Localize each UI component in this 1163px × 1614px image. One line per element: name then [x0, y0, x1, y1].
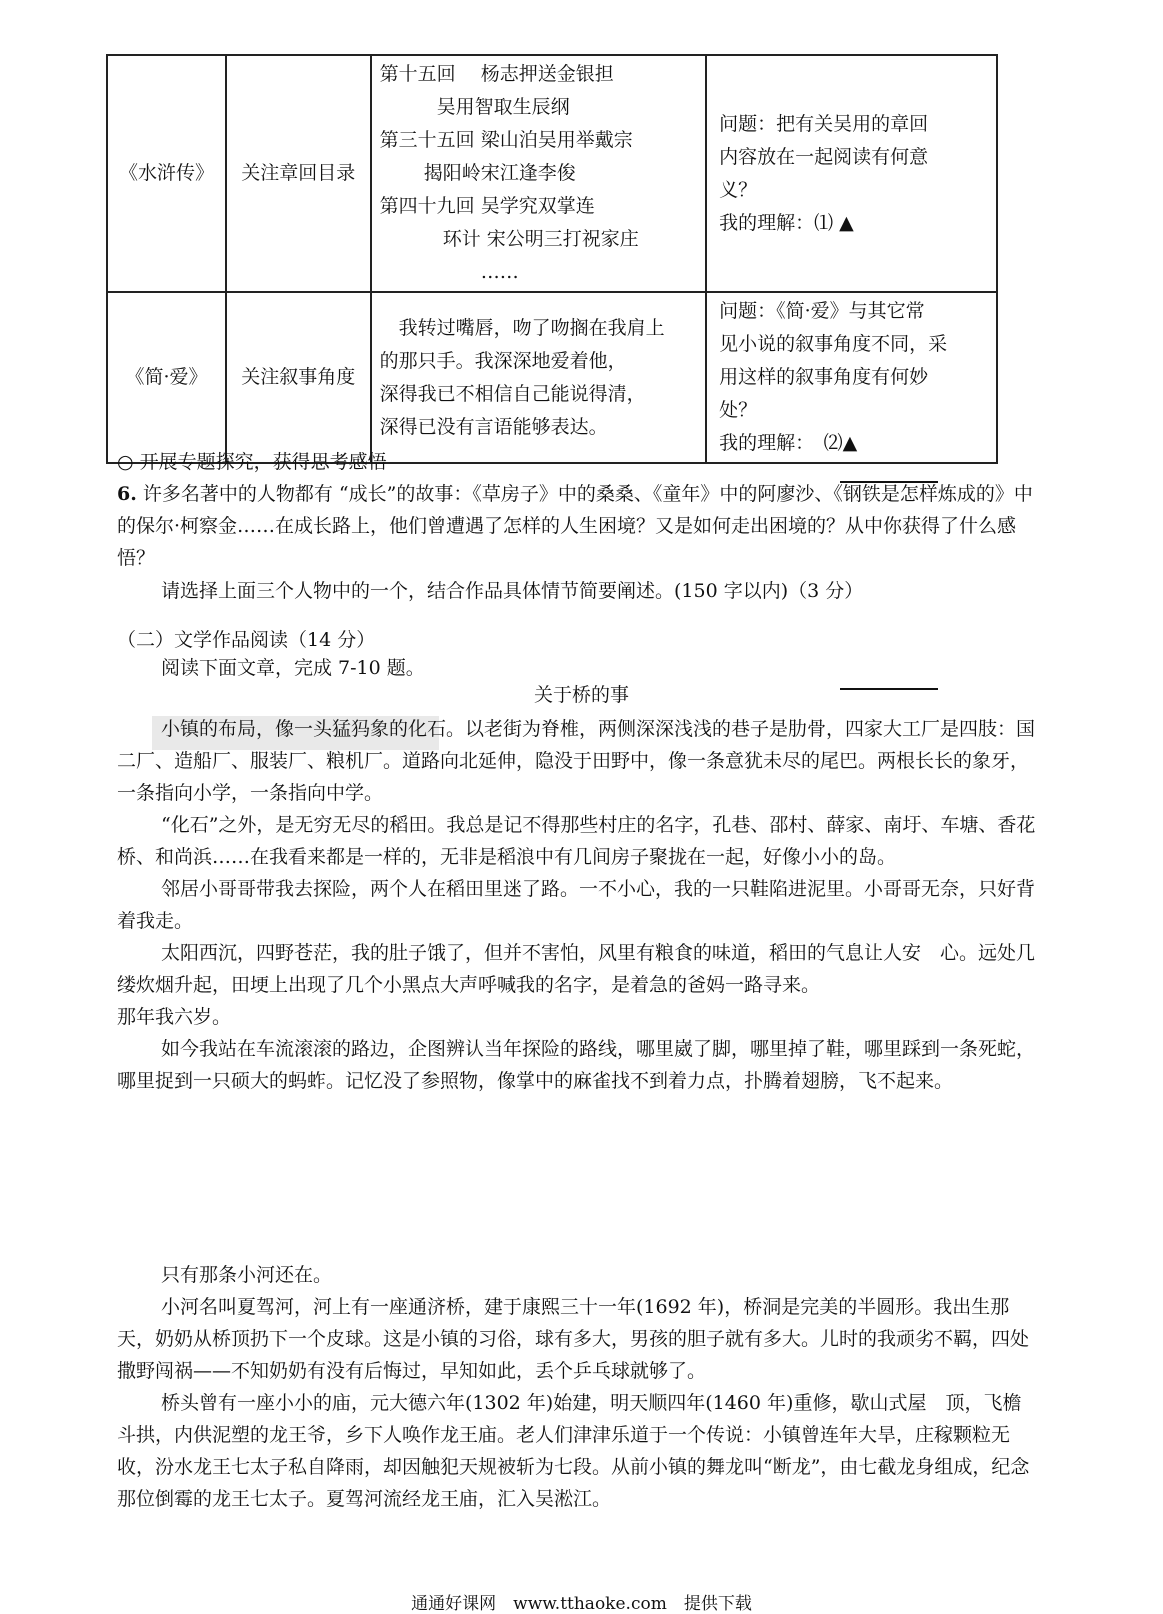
article-paragraph: 如今我站在车流滚滚的路边，企图辨认当年探险的路线，哪里崴了脚，哪里掉了鞋，哪里踩到一条死蛇，哪里捉到一只硕大的蚂蚱。记忆没了参照物，像掌中的麻雀找不到着力点，扑腾着翅膀，飞不起来。: [117, 1038, 1036, 1092]
table-row: [107, 292, 997, 463]
question-line: 内容放在一起阅读有何意: [719, 145, 929, 168]
question-line: 问题：把有关吴用的章回: [719, 112, 929, 135]
question-6: [117, 478, 1039, 574]
content-line: 我转过嘴唇，吻了吻搁在我肩上: [379, 316, 665, 339]
content-line: ……: [379, 261, 519, 283]
article-paragraph: “化石”之外，是无穷无尽的稻田。我总是记不得那些村庄的名字，孔巷、邵村、薛家、南圩、车塘、香花桥、和尚浜……在我看来都是一样的，无非是稻浪中有几间房子聚拢在一起，好像小小的岛。: [117, 814, 1036, 868]
question-line: 用这样的叙事角度有何妙: [719, 366, 929, 388]
content-line: 揭阳岭宋江逢李俊: [379, 162, 576, 184]
article-paragraph: 太阳西沉，四野苍茫，我的肚子饿了，但并不害怕，风里有粮食的味道，稻田的气息让人安 心。远处几缕炊烟升起，田埂上出现了几个小黑点大声呼喊我的名字，是着急的爸妈一路寻来。: [117, 942, 1036, 996]
question-line: 问题：《简·爱》与其它常: [719, 300, 925, 322]
question-cell: [706, 55, 997, 292]
reading-table: [106, 54, 998, 464]
content-line: 第十五回 杨志押送金银担: [379, 63, 614, 85]
table-row: [107, 55, 997, 292]
content-cell: [371, 55, 706, 292]
book-title-cell: 《水浒传》: [107, 55, 226, 292]
article-paragraph: 邻居小哥哥带我去探险，两个人在稻田里迷了路。一不小心，我的一只鞋陷进泥里。小哥哥无奈，只好背着我走。: [117, 878, 1036, 932]
article-title: 关于桥的事: [533, 684, 629, 706]
content-line: 第三十五回 梁山泊吴用举戴宗: [379, 129, 633, 151]
question-text: 许多名著中的人物都有 “成长”的故事：《草房子》中的桑桑、《童年》中的阿廖沙、《钢铁是怎样炼成的》中的保尔·柯察金……在成长路上，他们曾遭遇了怎样的人生困境？又是如何走出困境的？从中你获得了什么感悟？: [117, 483, 1033, 569]
section-heading: ○ 开展专题探究，获得思考感悟: [117, 451, 387, 473]
book-title-cell: 《简·爱》: [107, 292, 226, 463]
article-body-bottom: [117, 1259, 1039, 1515]
content-cell: [371, 292, 706, 463]
part-heading: （二）文学作品阅读（14 分）: [117, 629, 376, 651]
content-line: 第四十九回 吴学究双掌连: [379, 195, 595, 217]
content-line: 深得已没有言语能够表达。: [379, 415, 608, 438]
focus-cell: 关注叙事角度: [226, 292, 371, 463]
question-6-instruction: 请选择上面三个人物中的一个，结合作品具体情节简要阐述。(150 字以内)（3 分）: [161, 580, 864, 602]
content-line: 吴用智取生辰纲: [379, 96, 570, 118]
question-line: 处？: [719, 399, 758, 421]
article-paragraph: 桥头曾有一座小小的庙，元大德六年(1302 年)始建，明天顺四年(1460 年)重修，歇山式屋 顶，飞檐斗拱，内供泥塑的龙王爷，乡下人唤作龙王庙。老人们津津乐道于一个传说：小镇曾连年大旱，庄稼颗粒无收，汾水龙王七太子私自降雨，却因触犯天规被斩为七段。从前小镇的舞龙叫“断龙”，由七截龙身组成，纪念那位倒霉的龙王七太子。夏驾河流经龙王庙，汇入吴淞江。: [117, 1392, 1030, 1510]
question-cell: [706, 292, 997, 463]
article-body-top: [117, 713, 1039, 1097]
content-line: 环计 宋公明三打祝家庄: [379, 228, 639, 250]
article-paragraph: 小河名叫夏驾河，河上有一座通济桥，建于康熙三十一年(1692 年)，桥洞是完美的半圆形。我出生那天，奶奶从桥顶扔下一个皮球。这是小镇的习俗，球有多大，男孩的胆子就有多大。儿时的我顽劣不羁，四处撒野闯祸——不知奶奶有没有后悔过，早知如此，丢个乒乓球就够了。: [117, 1296, 1030, 1382]
page-footer: 通通好课网 www.tthaoke.com 提供下载: [411, 1594, 752, 1614]
content-line: 的那只手。我深深地爱着他，: [379, 349, 627, 372]
part-instruction: 阅读下面文章，完成 7-10 题。: [161, 657, 425, 679]
article-short-line: 那年我六岁。: [117, 1006, 232, 1028]
article-paragraph: 只有那条小河还在。: [161, 1264, 333, 1286]
question-line: 义？: [719, 178, 758, 201]
article-paragraph: 小镇的布局，像一头猛犸象的化石。以老街为脊椎，两侧深深浅浅的巷子是肋骨，四家大工厂是四肢：国二厂、造船厂、服装厂、粮机厂。道路向北延伸，隐没于田野中，像一条意犹未尽的尾巴。两根长长的象牙，一条指向小学，一条指向中学。: [117, 718, 1036, 804]
focus-cell: 关注章回目录: [226, 55, 371, 292]
question-line: 我的理解： ⑵▲: [719, 432, 858, 454]
question-line: 我的理解：⑴ ▲: [719, 211, 854, 234]
content-line: 深得我已不相信自己能说得清，: [379, 382, 646, 405]
question-line: 见小说的叙事角度不同，采: [719, 333, 948, 355]
question-number: 6.: [117, 483, 137, 505]
